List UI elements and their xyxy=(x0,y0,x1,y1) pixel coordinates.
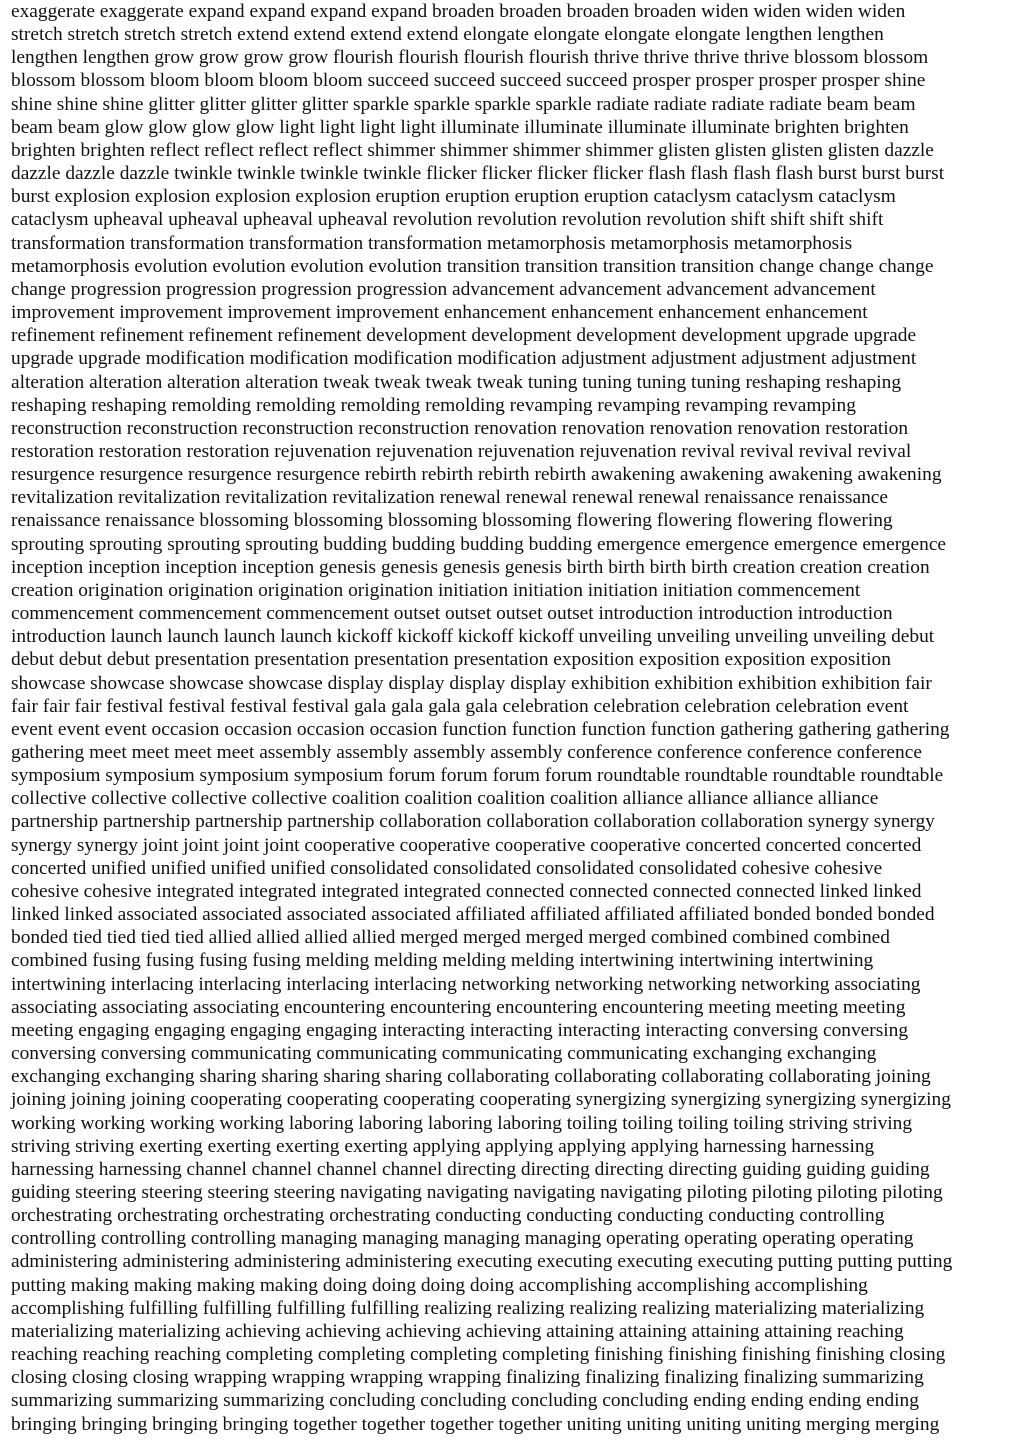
text-line: orchestrating orchestrating orchestrating orchestrating conducting conducting conducting conducting controlling xyxy=(11,1205,885,1227)
text-line: creation origination origination origination origination initiation initiation initiation initiation commencement xyxy=(11,579,861,601)
text-line: guiding steering steering steering steering navigating navigating navigating navigating piloting piloting piloting piloting xyxy=(11,1181,943,1203)
text-line: accomplishing fulfilling fulfilling fulfilling fulfilling realizing realizing realizing realizing materializing materializing xyxy=(11,1297,925,1319)
text-line: event event event occasion occasion occasion occasion function function function function gathering gathering gathering xyxy=(11,718,950,740)
text-line: bonded tied tied tied tied allied allied allied allied merged merged merged merged combined combined combined xyxy=(11,927,890,949)
text-line: exchanging exchanging sharing sharing sharing sharing collaborating collaborating collaborating collaborating joining xyxy=(11,1066,931,1088)
text-line: fair fair fair festival festival festival festival gala gala gala gala celebration celebration celebration celebration event xyxy=(11,695,909,717)
text-line: reshaping reshaping remolding remolding remolding remolding revamping revamping revamping revamping xyxy=(11,394,856,416)
text-line: restoration restoration restoration rejuvenation rejuvenation rejuvenation rejuvenation revival revival revival revival xyxy=(11,440,912,462)
text-line: shine shine shine glitter glitter glitter glitter sparkle sparkle sparkle sparkle radiate radiate radiate radiate beam beam xyxy=(11,93,916,115)
text-line: refinement refinement refinement refinement development development development development upgrade upgrade xyxy=(11,325,917,347)
text-line: summarizing summarizing summarizing concluding concluding concluding concluding ending ending ending ending xyxy=(11,1390,919,1412)
text-line: associating associating associating encountering encountering encountering encountering meeting meeting meeting xyxy=(11,996,906,1018)
text-line: linked linked associated associated associated associated affiliated affiliated affiliated affiliated bonded bonded bonded xyxy=(11,904,935,926)
text-line: renaissance renaissance blossoming blossoming blossoming blossoming flowering flowering flowering flowering xyxy=(11,510,893,532)
text-line: administering administering administering administering executing executing executing executing putting putting putting xyxy=(11,1251,953,1273)
text-line: lengthen lengthen grow grow grow grow flourish flourish flourish flourish thrive thrive thrive thrive blossom blossom xyxy=(11,47,929,69)
text-line: conversing conversing communicating communicating communicating communicating exchanging exchanging xyxy=(11,1043,877,1065)
text-line: collective collective collective collective coalition coalition coalition coalition alliance alliance alliance alliance xyxy=(11,788,879,810)
text-line: introduction launch launch launch launch kickoff kickoff kickoff kickoff unveiling unveiling unveiling unveiling debut xyxy=(11,626,935,648)
text-line: transformation transformation transformation transformation metamorphosis metamorphosis metamorphosis xyxy=(11,232,853,254)
text-line: meeting engaging engaging engaging engaging interacting interacting interacting interacting conversing conversing xyxy=(11,1019,909,1041)
text-line: improvement improvement improvement improvement enhancement enhancement enhancement enhancement xyxy=(11,302,868,324)
text-line: beam beam glow glow glow glow light light light light illuminate illuminate illuminate illuminate brighten brighten xyxy=(11,116,909,138)
text-line: materializing materializing achieving achieving achieving achieving attaining attaining attaining attaining reaching xyxy=(11,1320,904,1342)
text-line: harnessing harnessing channel channel channel channel directing directing directing directing guiding guiding guiding xyxy=(11,1158,930,1180)
text-line: reconstruction reconstruction reconstruction reconstruction renovation renovation renovation renovation restoration xyxy=(11,417,909,439)
text-line: alteration alteration alteration alteration tweak tweak tweak tweak tuning tuning tuning tuning reshaping reshaping xyxy=(11,371,902,393)
text-line: revitalization revitalization revitalization revitalization renewal renewal renewal renewal renaissance renaissance xyxy=(11,487,888,509)
text-line: working working working working laboring laboring laboring laboring toiling toiling toiling toiling striving striving xyxy=(11,1112,913,1134)
text-line: burst explosion explosion explosion explosion eruption eruption eruption eruption cataclysm cataclysm cataclysm xyxy=(11,186,896,208)
text-line: symposium symposium symposium symposium forum forum forum forum roundtable roundtable roundtable roundtable xyxy=(11,765,944,787)
text-line: change progression progression progression progression advancement advancement advancement advancement xyxy=(11,278,876,300)
text-line: brighten brighten reflect reflect reflect reflect shimmer shimmer shimmer shimmer glisten glisten glisten glisten dazzle xyxy=(11,139,934,161)
text-line: commencement commencement commencement outset outset outset outset introduction introduction introduction xyxy=(11,603,893,625)
text-line: intertwining interlacing interlacing interlacing interlacing networking networking networking networking associating xyxy=(11,973,921,995)
text-line: cohesive cohesive integrated integrated integrated integrated connected connected connected connected linked linked xyxy=(11,880,922,902)
text-line: controlling controlling controlling managing managing managing managing operating operating operating operating xyxy=(11,1228,914,1250)
text-line: gathering meet meet meet meet assembly assembly assembly assembly conference conference conference conference xyxy=(11,742,922,763)
text-line: sprouting sprouting sprouting sprouting budding budding budding budding emergence emergence emergence emergence xyxy=(11,533,947,555)
text-line: reaching reaching reaching completing completing completing completing finishing finishing finishing finishing closing xyxy=(11,1344,946,1366)
text-line: blossom blossom bloom bloom bloom bloom succeed succeed succeed succeed prosper prosper prosper prosper shine xyxy=(11,70,926,92)
text-line: resurgence resurgence resurgence resurgence rebirth rebirth rebirth rebirth awakening awakening awakening awakening xyxy=(11,464,942,486)
text-line: joining joining joining cooperating cooperating cooperating cooperating synergizing synergizing synergizing synergizing xyxy=(11,1089,951,1111)
text-line: bringing bringing bringing bringing together together together together uniting uniting uniting uniting merging merging xyxy=(11,1413,940,1435)
text-line: dazzle dazzle dazzle twinkle twinkle twinkle twinkle flicker flicker flicker flicker flash flash flash flash burst burst burst xyxy=(11,163,945,185)
text-line: upgrade upgrade modification modification modification modification adjustment adjustment adjustment adjustment xyxy=(11,348,917,370)
text-line: exaggerate exaggerate expand expand expand expand broaden broaden broaden broaden widen widen widen widen xyxy=(11,1,906,22)
text-line: striving striving exerting exerting exerting exerting applying applying applying applying harnessing harnessing xyxy=(11,1135,875,1157)
text-line: concerted unified unified unified unified consolidated consolidated consolidated consolidated cohesive cohesive xyxy=(11,857,883,879)
text-line: inception inception inception inception genesis genesis genesis genesis birth birth birth birth creation creation creation xyxy=(11,556,930,578)
text-line: metamorphosis evolution evolution evolution evolution transition transition transition transition change change change xyxy=(11,255,934,277)
text-line: debut debut debut presentation presentation presentation presentation exposition exposition exposition exposition xyxy=(11,649,891,671)
text-line: stretch stretch stretch stretch extend extend extend extend elongate elongate elongate elongate lengthen lengthen xyxy=(11,24,884,46)
text-line: combined fusing fusing fusing fusing melding melding melding melding intertwining intertwining intertwining xyxy=(11,950,874,972)
text-line: cataclysm upheaval upheaval upheaval upheaval revolution revolution revolution revolution shift shift shift shift xyxy=(11,209,884,231)
text-line: partnership partnership partnership partnership collaboration collaboration collaboration collaboration synergy synergy xyxy=(11,811,935,833)
text-line: showcase showcase showcase showcase display display display display exhibition exhibition exhibition exhibition fair xyxy=(11,672,932,694)
text-line: putting making making making making doing doing doing doing accomplishing accomplishing accomplishing xyxy=(11,1274,868,1296)
text-line: synergy synergy joint joint joint joint cooperative cooperative cooperative cooperative concerted concerted concerted xyxy=(11,834,922,856)
text-line: closing closing closing wrapping wrapping wrapping wrapping finalizing finalizing finalizing finalizing summarizing xyxy=(11,1367,924,1389)
